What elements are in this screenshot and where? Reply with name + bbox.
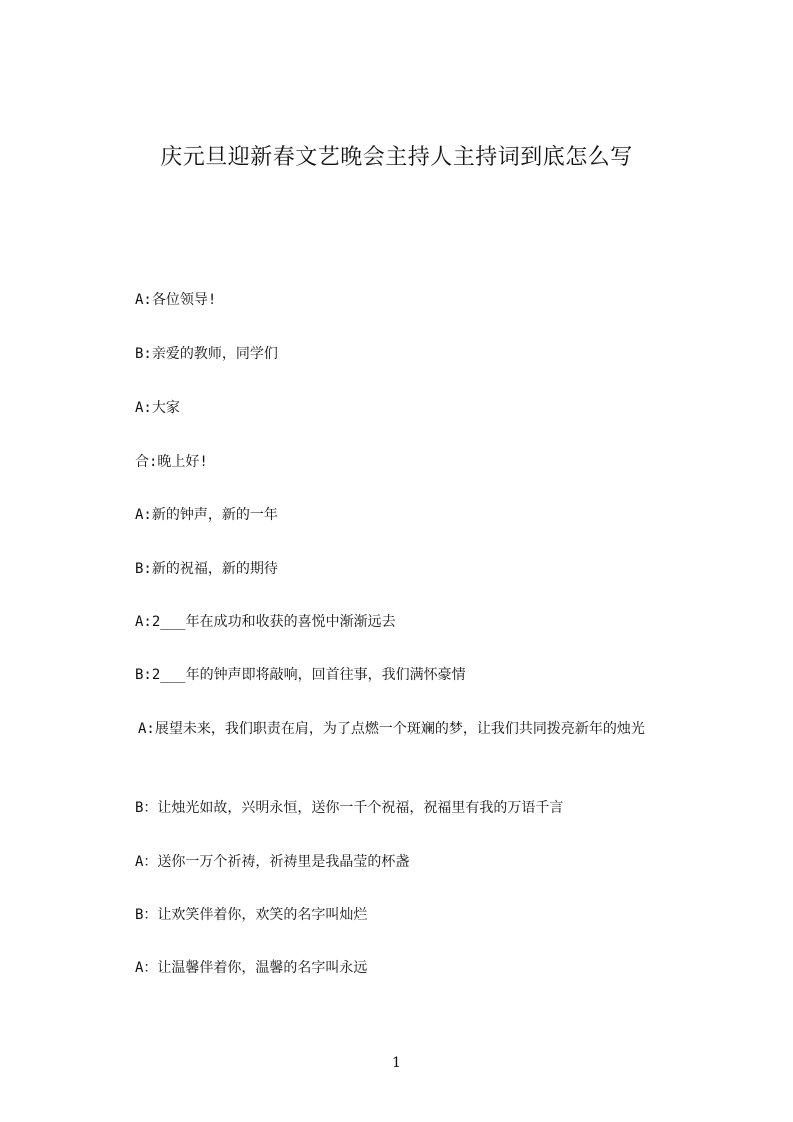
script-line: A：送你一万个祈祷，祈祷里是我晶莹的杯盏 (135, 854, 410, 870)
script-line: A：让温馨伴着你，温馨的名字叫永远 (135, 960, 368, 976)
script-line: A:各位领导! (135, 292, 217, 308)
script-line: B:亲爱的教师，同学们 (135, 346, 278, 362)
script-line: B:新的祝福，新的期待 (135, 561, 278, 577)
script-line: A:2___年在成功和收获的喜悦中渐渐远去 (135, 614, 396, 630)
script-line: A:展望未来，我们职责在肩，为了点燃一个斑斓的梦，让我们共同拨亮新年的烛光 (138, 721, 645, 737)
document-title: 庆元旦迎新春文艺晚会主持人主持词到底怎么写 (160, 145, 633, 170)
script-line: A:新的钟声，新的一年 (135, 507, 278, 523)
script-line: 合:晚上好! (135, 454, 208, 470)
script-line: B：让烛光如故，兴明永恒，送你一千个祝福，祝福里有我的万语千言 (135, 800, 564, 816)
script-line: B：让欢笑伴着你，欢笑的名字叫灿烂 (135, 907, 368, 923)
script-line: B:2___年的钟声即将敲响，回首往事，我们满怀豪情 (135, 667, 466, 683)
page-number: 1 (392, 1055, 401, 1071)
script-line: A:大家 (135, 400, 180, 416)
